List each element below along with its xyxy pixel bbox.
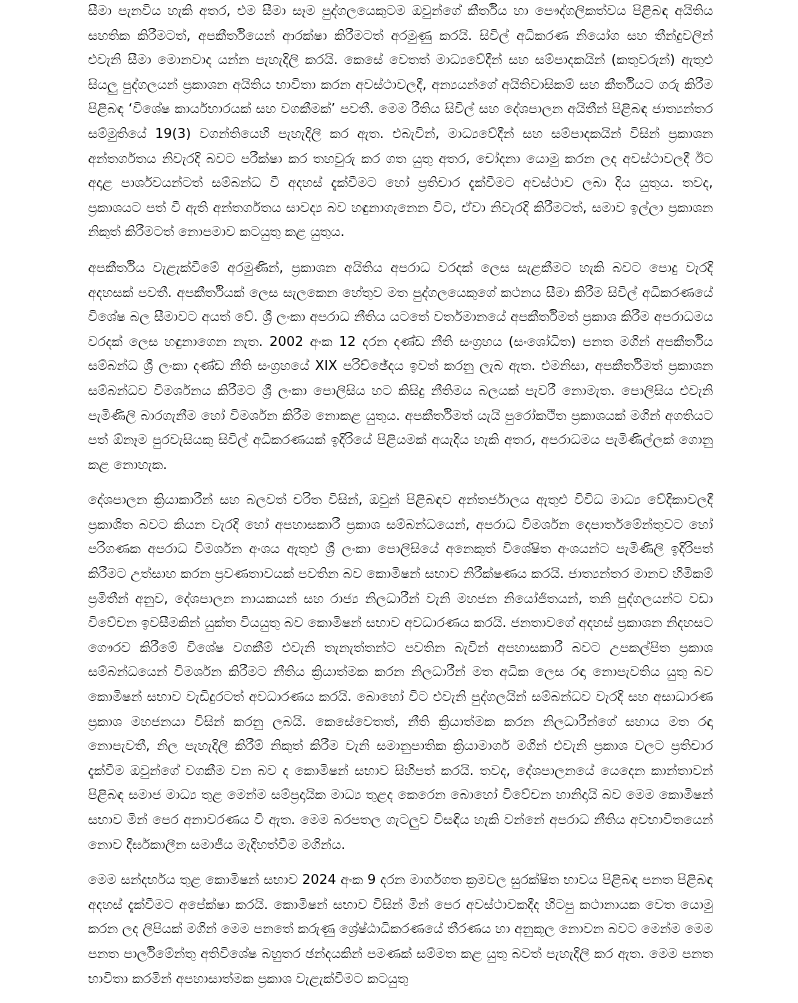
paragraph-defamation-limits: සීමා පැනවිය හැකි අතර, එම සීමා සෑම පුද්ගලයෙකුටම ඔවුන්ගේ කීර්තිය හා පෞද්ගලිකත්වය පිළිබඳ අයිතිය සහතික කිරීමටත්, අපකීර්තියෙන් ආරක්ෂා කිරීමටත් අරමුණු කරයි. සිවිල් අධිකරණ නියෝග සහ තීන්දුවලින් එවැනි සීමා මොනවාද යන්න පැහැදිලි කරයි. කෙසේ වෙතත් මාධ්‍යවේදීන් සහ සම්පාදකයින් (කතුවරුන්) ඇතුළු සියලු පුද්ගලයන් ප්‍රකාශන අයිතිය භාවිතා කරන අවස්ථාවලදී, අන්‍යයන්ගේ අයිතිවාසිකම් සහ කීර්තියට ගරු කිරීම පිළිබඳ ‘විශේෂ කාර්යභාරයක් සහ වගකීමක්’ පවතී. මෙම රීතිය සිවිල් සහ දේශපාලන අයිතීන් පිළිබඳ ජාත්‍යන්තර සම්මුතියේ 19(3) වගන්තියෙහි පැහැදිලි කර ඇත. එබැවින්, මාධ්‍යවේදීන් සහ සම්පාදකයින් විසින් ප්‍රකාශන අන්තර්ගතය නිවැරදි බවට පරීක්ෂා කර තහවුරු කර ගත යුතු අතර, චෝදනා යොමු කරන ලද අවස්ථාවලදී ඊට අදාළ පාර්ශවයන්ටත් සම්බන්ධ වී අදහස් දැක්වීමට හෝ ප්‍රතිචාර දැක්වීමට අවස්ථාව ලබා දිය යුතුය. තවද, ප්‍රකාශයට පත් වී ඇති අන්තර්ගතය සාවද්‍ය බව හඳුනාගැනෙන විට, ඒවා නිවැරදි කිරීමටත්, සමාව ඉල්ලා ප්‍රකාශන නිකුත් කිරීමටත් නොපමාව කටයුතු කළ යුතුය. [88, 4, 713, 241]
paragraph-political-complaints: දේශපාලන ක්‍රියාකාරීන් සහ බලවත් චරිත විසින්, ඔවුන් පිළිබඳව අන්තර්ජාලය ඇතුළු විවිධ මාධ්‍ය වේදිකාවලදී ප්‍රකාශිත බවට කියන වැරදි හෝ අපහාසකාරී ප්‍රකාශ සම්බන්ධයෙන්, අපරාධ විමර්ශන දෙපාර්තමේන්තුවට හෝ පරිගණක අපරාධ විමර්ශන අංශය ඇතුළු ශ්‍රී ලංකා පොලිසියේ අනෙකුත් විශේෂිත අංශයන්ට පැමිණිලි ඉදිරිපත් කිරීමට උත්සාහ කරන ප්‍රවණතාවයක් පවතින බව කොමිෂන් සභාව නිරීක්ෂණය කරයි. ජාත්‍යන්තර මානව හිමිකම් ප්‍රමිතීන් අනුව, දේශපාලන නායකයන් සහ රාජ්‍ය නිලධාරීන් වැනි මහජන නියෝජිතයන්, තනි පුද්ගලයන්ට වඩා විවේචන ඉවසීමකින් යුක්ත වියයුතු බව කොමිෂන් සභාව අවධාරණය කරයි. ජනතාවගේ අදහස් ප්‍රකාශන නිදහසට ගෞරව කිරීමේ විශේෂ වගකීම් එවැනි තැනැත්තන්ට පවතින බැවින් අපහාසකාරී බවට උපකල්පිත ප්‍රකාශ සම්බන්ධයෙන් විමර්ශන කිරීමට නීතිය ක්‍රියාත්මක කරන නිලධාරීන් මත අධික ලෙස රඳා නොපැවතිය යුතු බව කොමිෂන් සභාව වැඩිදුරටත් අවධාරණය කරයි. බොහෝ විට එවැනි පුද්ගලයින් සම්බන්ධව වැරදි සහ අසාධාරණ ප්‍රකාශ මහජනයා විසින් කරනු ලබයි. කෙසේවෙතත්, නීති ක්‍රියාත්මක කරන නිලධාරීන්ගේ සහාය මත රඳා නොපැවතී, නිල පැහැදිලි කිරීම් නිකුත් කිරීම වැනි සමානුපාතික ක්‍රියාමාර්ග මගින් එවැනි ප්‍රකාශ වලට ප්‍රතිචාර දැක්වීම ඔවුන්ගේ වගකීම වන බව ද කොමිෂන් සභාව සිහිපත් කරයි. තවද, දේශපාලනයේ යෙදෙන කාන්තාවන් පිළිබඳ සමාජ මාධ්‍ය තුළ මෙන්ම සම්ප්‍රදායික මාධ්‍ය තුළද කෙරෙන බොහෝ විවේචන හානිදායි බව මෙම කොමිෂන් සභාව මින් පෙර අනාවරණය වී ඇත. මෙම බරපතල ගැටලුව විසඳිය හැකි වන්නේ අපරාධ නීතිය අවභාවිතයෙන් නොව දීර්ඝකාලීන සමාජීය මැදිහත්වීම මගින්ය. [88, 493, 713, 853]
paragraph-criminal-defamation: අපකීර්තිය වැළැක්වීමේ අරමුණින්, ප්‍රකාශන අයිතිය අපරාධ වරදක් ලෙස සැළකීමට හැකි බවට පොදු වැරදි අදහසක් පවතී. අපකීර්තියක් ලෙස සැලකෙන හේතුව මත පුද්ගලයෙකුගේ කථනය සීමා කිරීම සිවිල් අධිකරණයේ විශේෂ බල සීමාවට අයත් වේ. ශ්‍රී ලංකා අපරාධ නීතිය යටතේ වර්තමානයේ අපකීර්තිමත් ප්‍රකාශ කිරීම අපරාධමය වරදක් ලෙස හඳුනාගෙන නැත. 2002 අංක 12 දරන දණ්ඩ නීති සංග්‍රහය (සංශෝධිත) පනත මගින් අපකීර්තිය සම්බන්ධ ශ්‍රී ලංකා දණ්ඩ නීති සංග්‍රහයේ XIX පරිච්ඡේදය ඉවත් කරනු ලැබ ඇත. එමනිසා, අපකීර්තිමත් ප්‍රකාශන සම්බන්ධව විමර්ශනය කිරීමට ශ්‍රී ලංකා පොලිසිය හට කිසිදු නීතිමය බලයක් පැවරී නොමැත. පොලිසිය එවැනි පැමිණිලි බාරගැනීම හෝ විමර්ශන කිරීම නොකළ යුතුය. අපකීර්තිමත් යැයි පුරෝකථිත ප්‍රකාශයක් මගින් අගතියට පත් ඕනෑම පුරවැසියකු සිවිල් අධිකරණයක් ඉදිරියේ පිළියමක් අයැදිය හැකි අතර, අපරාධමය පැමිණිල්ලක් ගොනු කළ නොහැක. [88, 260, 713, 473]
paragraph-online-safety-act: මෙම සන්දර්භය තුළ කොමිෂන් සභාව 2024 අංක 9 දරන මාර්ගගත ක්‍රමවල සුරක්ෂිත භාවය පිළිබඳ පනත පිළිබඳ අදහස් දැක්වීමට අපේක්ෂා කරයි. කොමිෂන් සභාව විසින් මින් පෙර අවස්ථාවකදීද හිටපු කථානායක වෙත යොමු කරන ලද ලිපියක් මගින් මෙම පනතේ කරුණු ශ්‍රේෂ්ඨාධිකරණයේ තීරණය හා අනුකූල නොවන බවට මෙන්ම මෙම පනත පාර්ලිමේන්තු අතිවිශේෂ බහුතර ඡන්දයකින් පමණක් සම්මත කළ යුතු බවත් පැහැදිලි කර ඇත. මෙම පනත භාවිතා කරමින් අපහාසාත්මක ප්‍රකාශ වැළැක්වීමට කටයුතු [88, 873, 713, 987]
document-page [88, 0, 713, 1003]
